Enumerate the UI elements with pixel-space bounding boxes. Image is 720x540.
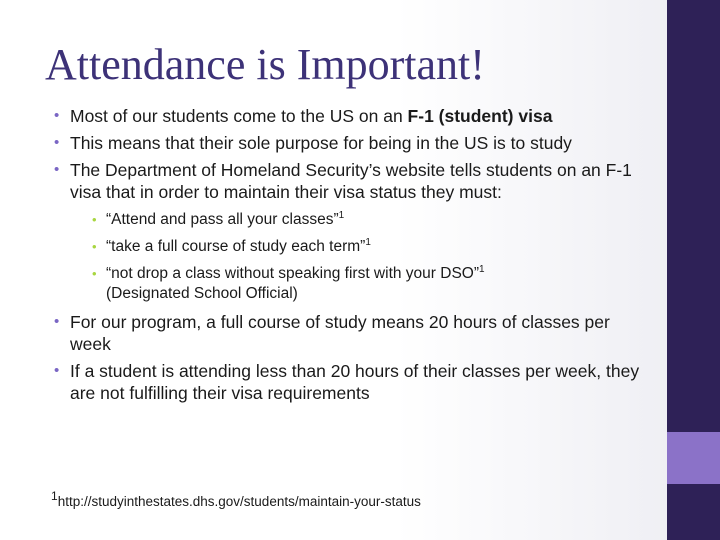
bullet-item-full-course — [54, 311, 644, 355]
bullet-item-dhs-requirements — [54, 159, 644, 304]
slide-content — [54, 105, 644, 409]
bullet-list — [54, 105, 644, 404]
sub-bullet-list — [70, 210, 644, 304]
bullet-text: If a student is attending less than 20 hours of their classes per week, they are not fulfilling their visa requirements — [70, 361, 640, 403]
bullet-text: This means that their sole purpose for being in the US is to study — [70, 133, 572, 153]
sub-bullet-item — [92, 264, 644, 304]
side-band-top — [667, 0, 720, 432]
sub-bullet-item — [92, 210, 644, 230]
bullet-text: The Department of Homeland Security’s website tells students on an F-1 visa that in order to maintain their visa status they must: — [70, 160, 632, 202]
side-band-accent — [667, 432, 720, 484]
footnote — [51, 489, 421, 512]
bullet-text: For our program, a full course of study means 20 hours of classes per week — [70, 312, 610, 354]
footnote-ref: 1 — [479, 264, 485, 275]
sub-bullet-item — [92, 237, 644, 257]
sub-bullet-text: “take a full course of study each term” — [106, 238, 366, 255]
bullet-item-purpose — [54, 132, 644, 154]
sub-bullet-text: “not drop a class without speaking first with your DSO” — [106, 265, 480, 282]
sub-bullet-extra-text: (Designated School Official) — [106, 285, 298, 302]
bullet-bold-text: F-1 (student) visa — [407, 106, 553, 126]
bullet-item-not-fulfilling — [54, 360, 644, 404]
footnote-ref: 1 — [338, 210, 345, 221]
sub-bullet-text: “Attend and pass all your classes” — [106, 211, 339, 228]
slide-title: Attendance is Important! — [45, 40, 485, 89]
bullet-item-f1-visa — [54, 105, 644, 127]
bullet-text: Most of our students come to the US on an — [70, 106, 408, 126]
footnote-url: http://studyinthestates.dhs.gov/students/maintain-your-status — [57, 494, 421, 509]
side-band-bottom — [667, 484, 720, 540]
footnote-ref: 1 — [365, 237, 371, 248]
footnote-marker: 1 — [51, 489, 58, 503]
